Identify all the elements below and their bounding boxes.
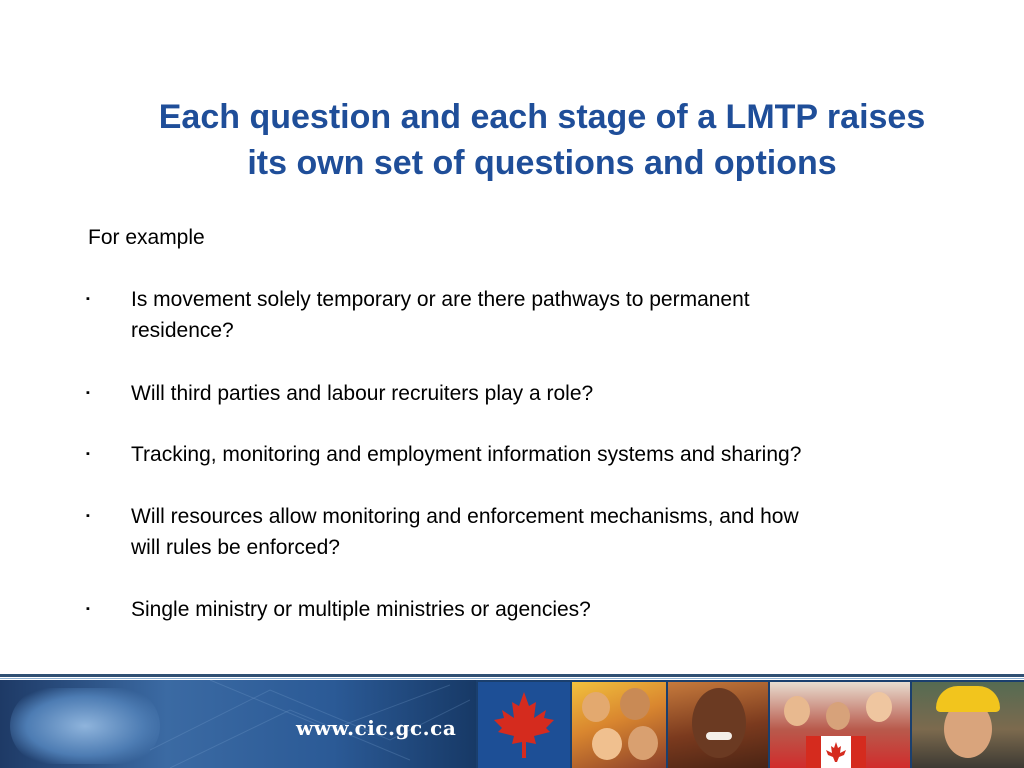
- smiling-woman-photo: [668, 682, 768, 768]
- construction-worker-photo: [912, 682, 1024, 768]
- bullet-icon: ▪: [86, 510, 90, 522]
- handshake-image: [10, 688, 160, 764]
- bullet-text-line-1: Single ministry or multiple ministries or agencies?: [131, 598, 591, 621]
- website-url[interactable]: www.cic.gc.ca: [296, 716, 457, 740]
- bullet-icon: ▪: [86, 448, 90, 460]
- footer-divider-thin: [0, 678, 1024, 679]
- bullet-icon: ▪: [86, 387, 90, 399]
- footer-divider: [0, 674, 1024, 677]
- bullet-icon: ▪: [86, 293, 90, 305]
- maple-leaf-icon: [478, 682, 570, 768]
- crowd-canada-flags-photo: [770, 682, 910, 768]
- bullet-item: [80, 594, 960, 625]
- bullet-item: [80, 378, 960, 409]
- bullet-text-line-1: Will third parties and labour recruiters play a role?: [131, 382, 594, 405]
- children-photo: [572, 682, 666, 768]
- bullet-text-line-1: Is movement solely temporary or are there pathways to permanent: [131, 288, 750, 311]
- canada-flag-icon: [806, 736, 866, 768]
- hard-hat-icon: [936, 686, 1000, 712]
- footer-banner: [0, 680, 1024, 768]
- bullet-text-line-1: Tracking, monitoring and employment information systems and sharing?: [131, 443, 802, 466]
- bullet-item: [80, 501, 960, 563]
- title-line-2: its own set of questions and options: [247, 144, 837, 182]
- bullet-icon: ▪: [86, 603, 90, 615]
- bullet-text-line-2: residence?: [131, 319, 234, 342]
- intro-text: For example: [88, 226, 205, 249]
- bullet-item: [80, 439, 960, 470]
- bullet-text-line-2: will rules be enforced?: [131, 536, 340, 559]
- title-line-1: Each question and each stage of a LMTP raises: [158, 98, 926, 136]
- bullet-item: [80, 284, 960, 346]
- bullet-text-line-1: Will resources allow monitoring and enforcement mechanisms, and how: [131, 505, 799, 528]
- footer-url-banner: [0, 680, 476, 768]
- maple-leaf-flag: [478, 682, 570, 768]
